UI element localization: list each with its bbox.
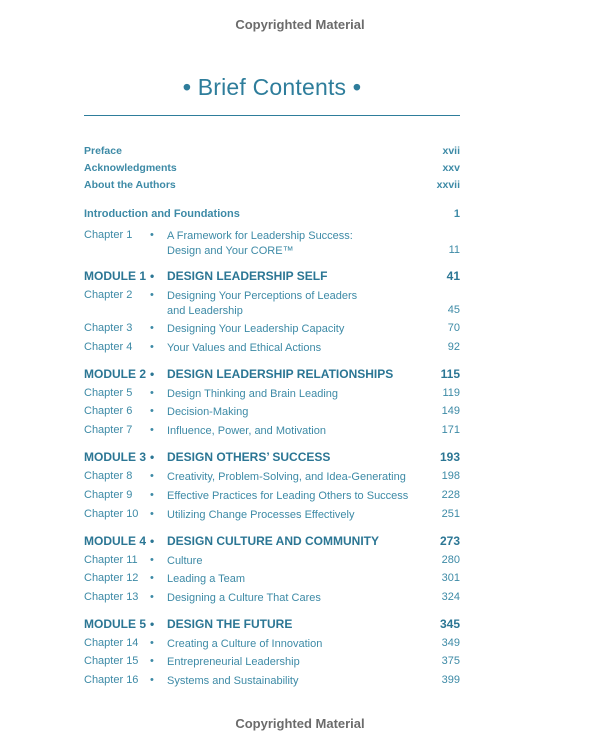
bullet-separator: • (150, 341, 154, 353)
chapter-title: Systems and Sustainability (167, 675, 299, 687)
entry-page: 228 (441, 489, 460, 501)
entry-page: 349 (441, 637, 460, 649)
entry-page: 251 (441, 508, 460, 520)
bullet-separator: • (150, 591, 154, 603)
bullet-separator: • (150, 229, 154, 241)
chapter-title: Leading a Team (167, 573, 246, 585)
chapter-number: Chapter 10 (84, 508, 139, 520)
module-label: MODULE 4 (84, 534, 147, 548)
module-label: MODULE 5 (84, 617, 147, 631)
chapter-number: Chapter 5 (84, 387, 133, 399)
bullet-separator: • (150, 508, 154, 520)
entry-page: 115 (440, 367, 460, 381)
bullet-separator: • (150, 450, 155, 464)
entry-page: 149 (441, 405, 460, 417)
bullet-separator: • (150, 617, 155, 631)
page-title (84, 74, 460, 101)
entry-page: 193 (439, 450, 460, 464)
entry-page: xvii (442, 145, 460, 157)
chapter-title-line-2: Design and Your CORE™ (167, 244, 294, 257)
copyright-watermark-top: Copyrighted Material (235, 17, 365, 32)
bullet-separator: • (150, 554, 154, 566)
bullet-separator: • (150, 367, 155, 381)
chapter-title: Influence, Power, and Motivation (167, 425, 326, 437)
chapter-title: Creating a Culture of Innovation (167, 638, 323, 650)
chapter-number: Chapter 16 (84, 674, 139, 686)
entry-page: 280 (441, 554, 460, 566)
chapter-number: Chapter 14 (84, 637, 139, 649)
bullet-separator: • (150, 489, 154, 501)
chapter-number: Chapter 12 (84, 572, 139, 584)
bullet-separator: • (150, 424, 154, 436)
entry-page: 198 (441, 470, 460, 482)
entry-page: 45 (447, 303, 460, 316)
entry-page: 119 (442, 387, 460, 399)
bullet-separator: • (150, 572, 154, 584)
title-bullet-left: • (182, 74, 192, 100)
entry-page: 171 (441, 424, 460, 436)
entry-page: xxv (442, 162, 460, 174)
module-title: DESIGN CULTURE AND COMMUNITY (167, 534, 379, 548)
chapter-number: Chapter 6 (84, 405, 133, 417)
entry-page: 324 (441, 591, 460, 603)
bullet-separator: • (150, 289, 154, 301)
chapter-number: Chapter 15 (84, 655, 139, 667)
bullet-separator: • (150, 387, 154, 399)
module-title: DESIGN LEADERSHIP SELF (167, 269, 328, 283)
module-label: MODULE 2 (84, 367, 147, 381)
chapter-title-line-2: and Leadership (167, 304, 243, 317)
chapter-title: Designing a Culture That Cares (167, 592, 321, 604)
bullet-separator: • (150, 655, 154, 667)
entry-page: 70 (447, 322, 460, 334)
entry-page: 1 (453, 208, 460, 220)
chapter-number: Chapter 13 (84, 591, 139, 603)
entry-label: Acknowledgments (84, 162, 177, 174)
bullet-separator: • (150, 534, 155, 548)
module-title: DESIGN OTHERS’ SUCCESS (167, 450, 331, 464)
bullet-separator: • (150, 405, 154, 417)
entry-page: 41 (446, 269, 460, 283)
chapter-title: Design Thinking and Brain Leading (167, 388, 339, 400)
entry-page: 345 (439, 617, 460, 631)
chapter-number: Chapter 4 (84, 341, 133, 353)
chapter-title: Creativity, Problem-Solving, and Idea-Generating (167, 471, 406, 483)
bullet-separator: • (150, 322, 154, 334)
chapter-number: Chapter 7 (84, 424, 133, 436)
entry-page: 399 (441, 674, 460, 686)
entry-page: 375 (441, 655, 460, 667)
chapter-title: Effective Practices for Leading Others to Success (167, 490, 409, 502)
chapter-title (167, 289, 417, 318)
title-divider (84, 115, 460, 116)
entry-page: 273 (439, 534, 460, 548)
chapter-title: Utilizing Change Processes Effectively (167, 509, 355, 521)
chapter-number: Chapter 8 (84, 470, 133, 482)
chapter-number: Chapter 3 (84, 322, 133, 334)
entry-page: 92 (447, 341, 460, 353)
copyright-watermark-bottom: Copyrighted Material (235, 716, 365, 731)
chapter-title: Culture (167, 555, 203, 567)
chapter-title: Designing Your Leadership Capacity (167, 323, 345, 335)
chapter-title: Entrepreneurial Leadership (167, 656, 300, 668)
bullet-separator: • (150, 637, 154, 649)
module-label: MODULE 1 (84, 269, 147, 283)
title-bullet-right: • (352, 74, 362, 100)
bullet-separator: • (150, 269, 155, 283)
bullet-separator: • (150, 470, 154, 482)
chapter-title-line-1: A Framework for Leadership Success: (167, 230, 353, 242)
chapter-title-line-1: Designing Your Perceptions of Leaders (167, 290, 358, 302)
chapter-title (167, 229, 417, 258)
chapter-title: Your Values and Ethical Actions (167, 342, 322, 354)
chapter-number: Chapter 2 (84, 289, 133, 301)
module-label: MODULE 3 (84, 450, 147, 464)
entry-page: 301 (441, 572, 460, 584)
module-title: DESIGN LEADERSHIP RELATIONSHIPS (167, 367, 394, 381)
title-text: Brief Contents (197, 74, 347, 100)
entry-page: xxvii (436, 179, 460, 191)
entry-label: Introduction and Foundations (84, 208, 240, 220)
chapter-number: Chapter 11 (84, 554, 138, 566)
entry-label: Preface (84, 145, 122, 157)
module-title: DESIGN THE FUTURE (167, 617, 293, 631)
chapter-number: Chapter 9 (84, 489, 133, 501)
bullet-separator: • (150, 674, 154, 686)
chapter-title: Decision-Making (167, 406, 249, 418)
chapter-number: Chapter 1 (84, 229, 133, 241)
entry-page: 11 (448, 243, 460, 256)
entry-label: About the Authors (84, 179, 176, 191)
